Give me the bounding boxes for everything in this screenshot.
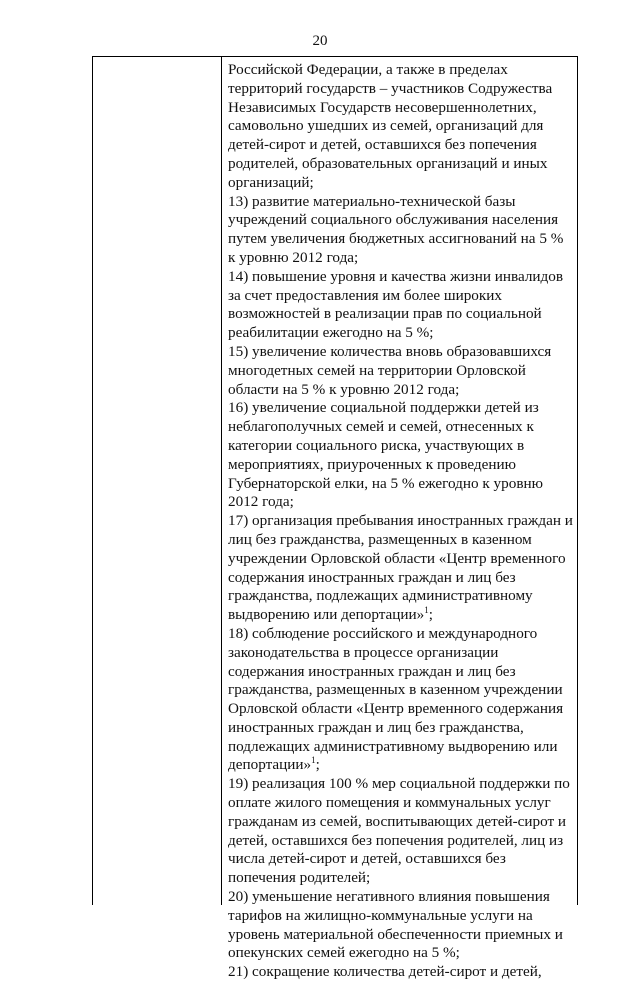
list-item-text: 18) соблюдение российского и международного законодательства в процессе организации содержания иностранных граждан и лиц без гражданства, размещенных в казенном учреждении Орловской области «Центр временного содержания иностранных граждан и лиц без гражданства, подлежащих административному выдворению или депортации» xyxy=(228,624,564,774)
list-item: Российской Федерации, а также в пределах территорий государств – участников Содружества Независимых Государств несовершеннолетних, самовольно ушедших из семей, организаций для детей-сирот и детей, оставшихся без попечения родителей, образовательных организаций и иных организаций; xyxy=(228,61,553,191)
list-item: 16) увеличение социальной поддержки детей из неблагополучных семей и семей, отнесенных к категории социального риска, участвующих в мероприятиях, приуроченных к проведению Губернаторской елки, на 5 % ежегодно к уровню 2012 года; xyxy=(228,399,543,511)
footnote-mark: 1 xyxy=(424,605,429,616)
list-item: 14) повышение уровня и качества жизни инвалидов за счет предоставления им более широких возможностей в реализации прав по социальной реабилитации ежегодно на 5 %; xyxy=(228,267,564,342)
column-divider xyxy=(221,57,222,905)
item-terminator: ; xyxy=(428,606,433,624)
list-item-text: 17) организация пребывания иностранных граждан и лиц без гражданства, размещенных в казенном учреждении Орловской области «Центр временного содержания иностранных граждан и лиц без гражданства, подлежащих административному выдворению или депортации» xyxy=(228,512,573,624)
list-item xyxy=(228,625,574,775)
list-item xyxy=(228,512,574,625)
item-terminator: ; xyxy=(315,756,320,774)
list-item: 21) сокращение количества детей-сирот и детей, xyxy=(228,963,542,981)
page-number: 20 xyxy=(312,33,328,49)
list-item: 15) увеличение количества вновь образовавшихся многодетных семей на территории Орловской области на 5 % к уровню 2012 года; xyxy=(228,342,552,398)
document-table xyxy=(92,56,578,981)
footnote-mark: 1 xyxy=(311,755,316,766)
list-item: 13) развитие материально-технической базы учреждений социального обслуживания населения путем увеличения бюджетных ассигнований на 5 % к уровню 2012 года; xyxy=(228,192,564,266)
table-content-cell xyxy=(228,61,574,982)
list-item: 20) уменьшение негативного влияния повышения тарифов на жилищно-коммунальные услуги на уровень материальной обеспеченности приемных и опекунских семей ежегодно на 5 %; xyxy=(228,888,563,962)
list-item: 19) реализация 100 % мер социальной поддержки по оплате жилого помещения и коммунальных услуг гражданам из семей, воспитывающих детей-сирот и детей, оставшихся без попечения родителей, лиц из числа детей-сирот и детей, оставшихся без попечения родителей; xyxy=(228,775,570,887)
